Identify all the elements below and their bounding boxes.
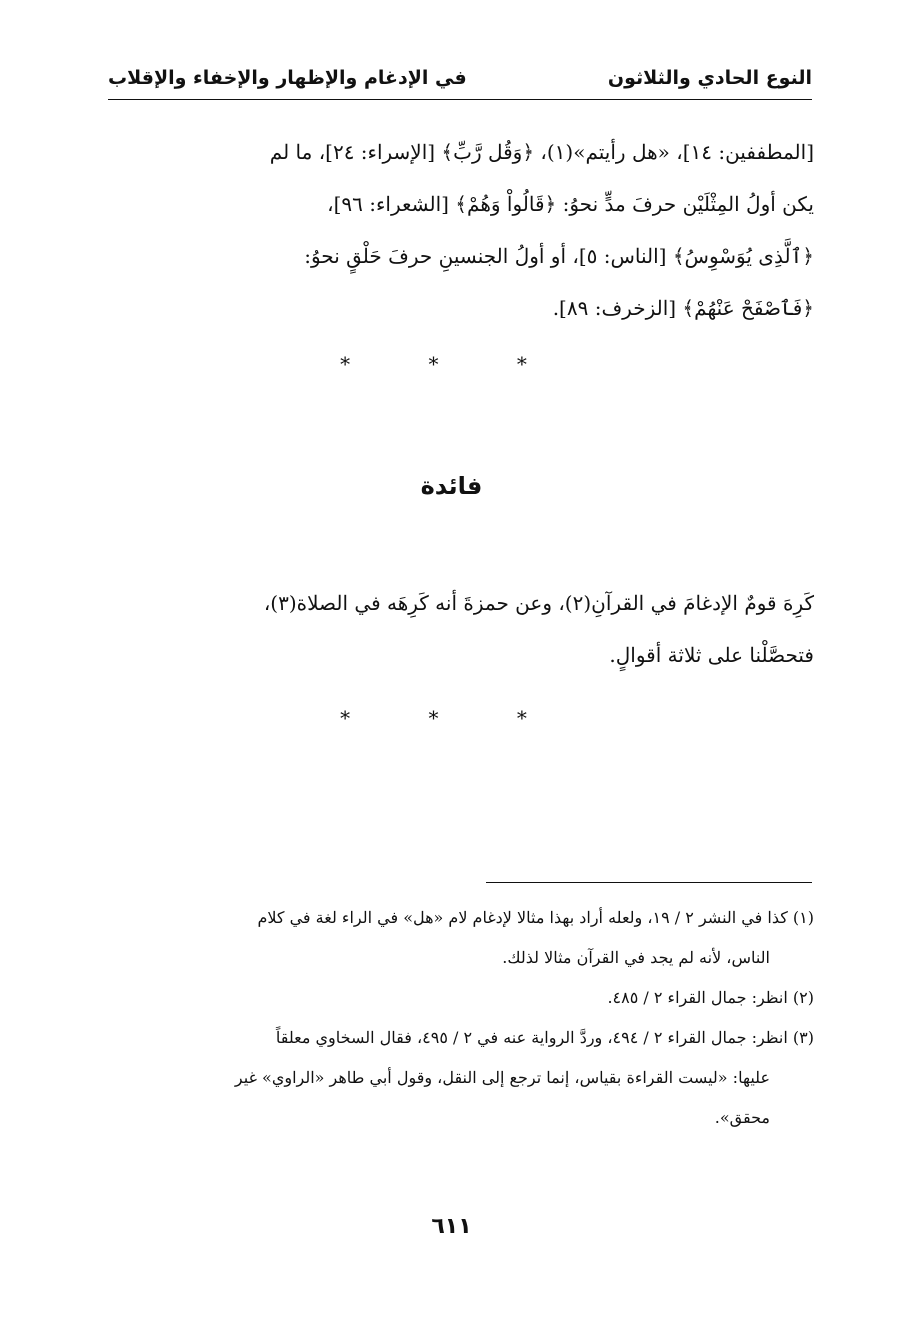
text-line: [المطففين: ١٤]، «هل رأيتم»(١)، ﴿وَقُل رَّبِّ﴾ [الإسراء: ٢٤]، ما لم [269, 140, 814, 164]
text-line: ﴿ٱلَّذِى يُوَسْوِسُ﴾ [الناس: ٥]، أو أولُ الجنسينِ حرفَ حَلْقٍ نحوُ: [304, 244, 814, 268]
footnote-text: (٣) انظر: جمال القراء ٢ / ٤٩٤، وردَّ الرواية عنه في ٢ / ٤٩٥، فقال السخاوي معلقاً [275, 1028, 814, 1047]
footnote-continuation: عليها: «ليست القراءة بقياس، إنما ترجع إلى النقل، وقول أبي طاهر «الراوي» غير [234, 1068, 770, 1087]
header-chapter-title: النوع الحادي والثلاثون [607, 67, 812, 89]
running-header [108, 58, 812, 98]
footnote-continuation: محقق». [714, 1108, 770, 1127]
text-line: يكن أولُ المِثْلَيْن حرفَ مدٍّ نحوُ: ﴿قَالُواْ وَهُمْ﴾ [الشعراء: ٩٦]، [327, 192, 814, 216]
text-line: كَرِهَ قومٌ الإدغامَ في القرآنِ(٢)، وعن حمزةَ أنه كَرِهَه في الصلاة(٣)، [263, 591, 814, 615]
footnote-1 [104, 898, 814, 978]
header-section-title: في الإدغام والإظهار والإخفاء والإقلاب [108, 67, 467, 89]
body-paragraph-2 [104, 577, 814, 681]
section-separator: * * * [340, 352, 563, 376]
footnote-divider [486, 882, 812, 883]
footnote-2 [104, 978, 814, 1018]
footnote-3 [104, 1018, 814, 1138]
section-separator: * * * [340, 706, 563, 730]
footnote-continuation: الناس، لأنه لم يجد في القرآن مثالا لذلك. [502, 948, 770, 967]
section-heading: فائدة [420, 472, 483, 500]
header-divider [108, 99, 812, 100]
footnote-text: (١) كذا في النشر ٢ / ١٩، ولعله أراد بهذا مثالا لإدغام لام «هل» في الراء لغة في كلام [257, 908, 814, 927]
page-number: ٦١١ [431, 1214, 472, 1239]
text-line: ﴿فَٱصْفَحْ عَنْهُمْ﴾ [الزخرف: ٨٩]. [552, 296, 814, 320]
footnote-text: (٢) انظر: جمال القراء ٢ / ٤٨٥. [607, 988, 814, 1007]
text-line: فتحصَّلْنا على ثلاثة أقوالٍ. [609, 643, 814, 667]
body-paragraph-1 [104, 126, 814, 334]
footnotes [104, 898, 814, 1138]
